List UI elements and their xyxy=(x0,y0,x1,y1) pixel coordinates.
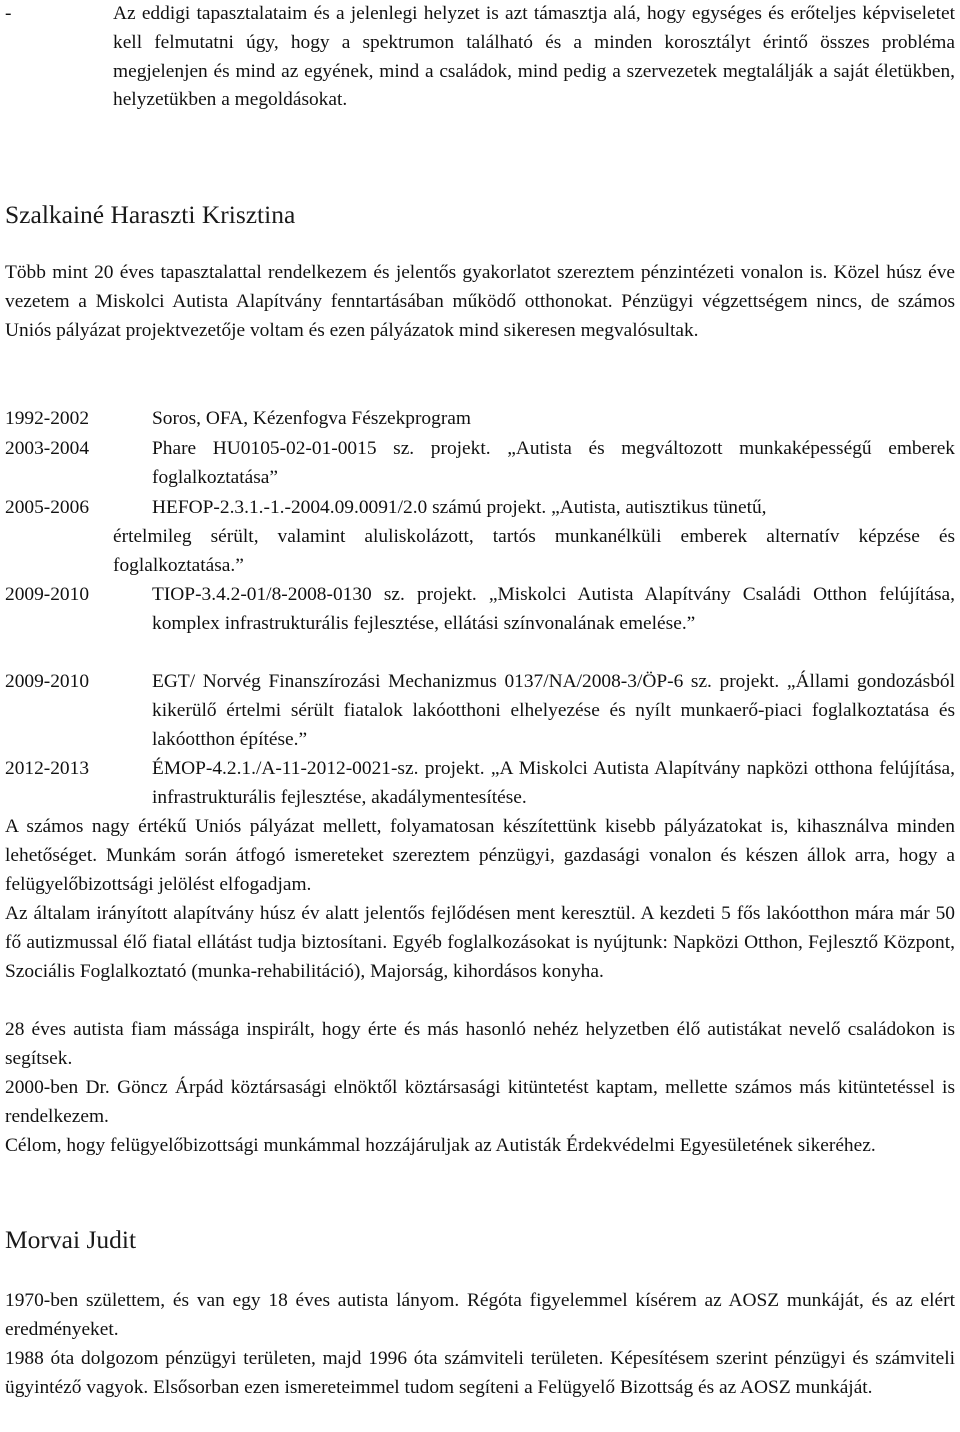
project-years: 1992-2002 xyxy=(5,408,90,429)
project-years: 2009-2010 xyxy=(5,584,90,605)
project-years: 2012-2013 xyxy=(5,758,90,779)
body-paragraph: 2000-ben Dr. Göncz Árpád köztársasági elnöktől köztársasági kitüntetést kaptam, mellette számos más kitüntetéssel is rendelkezem. xyxy=(5,1077,955,1127)
project-years: 2003-2004 xyxy=(5,438,90,459)
candidate-name-heading: Morvai Judit xyxy=(5,1225,137,1254)
project-years: 2005-2006 xyxy=(5,497,90,518)
project-description: Phare HU0105-02-01-0015 sz. projekt. „Autista és megváltozott munkaképességű emberek foglalkoztatása” xyxy=(152,438,955,488)
project-description: ÉMOP-4.2.1./A-11-2012-0021-sz. projekt. „A Miskolci Autista Alapítvány napközi otthona felújítása, infrastrukturális fejlesztése, akadálymentesítése. xyxy=(152,758,955,808)
body-paragraph: A számos nagy értékű Uniós pályázat mellett, folyamatosan készítettünk kisebb pályázatokat is, kihasználva minden lehetőséget. Munkám során átfogó ismereteket szereztem pénzügyi, gazdasági vonalon és készen állok arra, hogy a felügyelőbizottsági jelölést elfogadjam. xyxy=(5,816,955,895)
project-description: EGT/ Norvég Finanszírozási Mechanizmus 0137/NA/2008-3/ÖP-6 sz. projekt. „Állami gondozásból kikerülő értelmi sérült fiatalok lakóotthoni elhelyezése és nyílt munkaerő-piaci foglalkoztatása és lakóotthon építése.” xyxy=(152,671,955,750)
project-description-first-line: HEFOP-2.3.1.-1.-2004.09.0091/2.0 számú projekt. „Autista, autisztikus tünetű, xyxy=(152,497,767,518)
body-paragraph: Az általam irányított alapítvány húsz év alatt jelentős fejlődésen ment keresztül. A kezdeti 5 fős lakóotthon mára már 50 fő autizmussal élő fiatal ellátást tudja biztosítani. Egyéb foglalkozásokat is nyújtunk: Napközi Otthon, Fejlesztő Központ, Szociális Foglalkoztató (munka-rehabilitáció), Majorság, kihordásos konyha. xyxy=(5,903,955,982)
body-paragraph: 28 éves autista fiam mássága inspirált, hogy érte és más hasonló nehéz helyzetben élő autistákat nevelő családokon is segítsek. xyxy=(5,1019,955,1069)
body-paragraph: Célom, hogy felügyelőbizottsági munkámmal hozzájáruljak az Autisták Érdekvédelmi Egyesületének sikeréhez. xyxy=(5,1135,876,1156)
bullet-dash: - xyxy=(5,3,12,24)
candidate-name-heading: Szalkainé Haraszti Krisztina xyxy=(5,200,296,229)
body-paragraph: 1970-ben születtem, és van egy 18 éves autista lányom. Régóta figyelemmel kísérem az AOSZ munkáját, és az elért eredményeket. xyxy=(5,1290,955,1340)
intro-bullet-text: Az eddigi tapasztalataim és a jelenlegi helyzet is azt támasztja alá, hogy egységes és erőteljes képviseletet kell felmutatni úgy, hogy a spektrumon található és a minden korosztályt érintő összes probléma megjelenjen és mind az egyének, mind a családok, mind pedig a szervezetek megtalálják a saját életükben, helyzetükben a megoldásokat. xyxy=(113,3,955,111)
project-description: TIOP-3.4.2-01/8-2008-0130 sz. projekt. „Miskolci Autista Alapítvány Családi Otthon felújítása, komplex infrastrukturális fejlesztése, ellátási színvonalának emelése.” xyxy=(152,584,955,634)
project-years: 2009-2010 xyxy=(5,671,90,692)
body-paragraph: 1988 óta dolgozom pénzügyi területen, majd 1996 óta számviteli területen. Képesítésem szerint pénzügyi és számviteli ügyintéző vagyok. Elsősorban ezen ismereteimmel tudom segíteni a Felügyelő Bizottság és az AOSZ munkáját. xyxy=(5,1348,955,1398)
candidate-intro-paragraph: Több mint 20 éves tapasztalattal rendelkezem és jelentős gyakorlatot szereztem pénzintézeti vonalon is. Közel húsz éve vezetem a Miskolci Autista Alapítvány fenntartásában működő otthonokat. Pénzügyi végzettségem nincs, de számos Uniós pályázat projektvezetője voltam és ezen pályázatok mind sikeresen megvalósultak. xyxy=(5,262,955,341)
project-description: Soros, OFA, Kézenfogva Fészekprogram xyxy=(152,408,471,429)
project-description-continuation: értelmileg sérült, valamint aluliskolázott, tartós munkanélküli emberek alternatív képzése és foglalkoztatása.” xyxy=(113,525,955,576)
